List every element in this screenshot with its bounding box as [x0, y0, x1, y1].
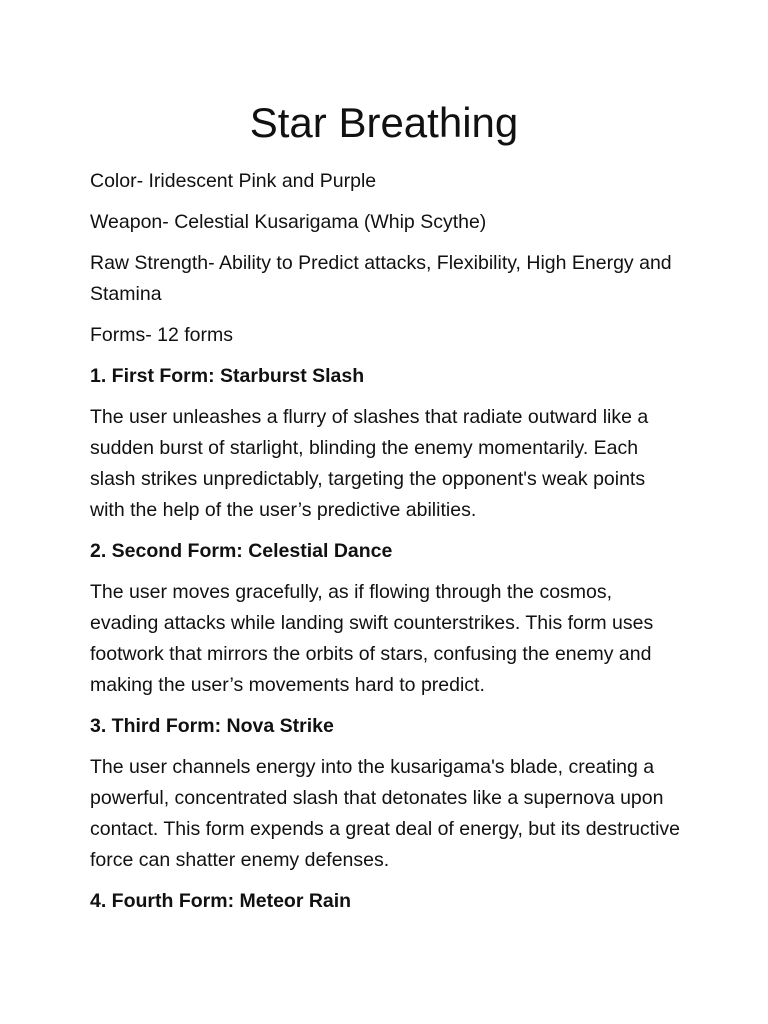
- document-body: [90, 166, 680, 927]
- document-title: Star Breathing: [249, 99, 519, 146]
- attribute-color: Color- Iridescent Pink and Purple: [90, 170, 377, 192]
- form-heading-4: 4. Fourth Form: Meteor Rain: [90, 890, 352, 912]
- form-heading-1: 1. First Form: Starburst Slash: [90, 365, 365, 387]
- attribute-forms: Forms- 12 forms: [90, 324, 234, 346]
- form-description-1: The user unleashes a flurry of slashes that radiate outward like a sudden burst of starlight, blinding the enemy momentarily. Each slash strikes unpredictably, targeting the opponent's weak points with the help of the user’s predictive abilities.: [90, 406, 649, 521]
- form-heading-3: 3. Third Form: Nova Strike: [90, 715, 334, 737]
- form-description-3: The user channels energy into the kusarigama's blade, creating a powerful, concentrated slash that detonates like a supernova upon contact. This form expends a great deal of energy, but its destructive force can shatter enemy defenses.: [90, 756, 681, 871]
- attribute-weapon: Weapon- Celestial Kusarigama (Whip Scythe): [90, 211, 487, 233]
- form-heading-2: 2. Second Form: Celestial Dance: [90, 540, 393, 562]
- attribute-raw-strength: Raw Strength- Ability to Predict attacks, Flexibility, High Energy and Stamina: [90, 252, 672, 305]
- form-description-2: The user moves gracefully, as if flowing through the cosmos, evading attacks while landing swift counterstrikes. This form uses footwork that mirrors the orbits of stars, confusing the enemy and making the user’s movements hard to predict.: [90, 581, 654, 696]
